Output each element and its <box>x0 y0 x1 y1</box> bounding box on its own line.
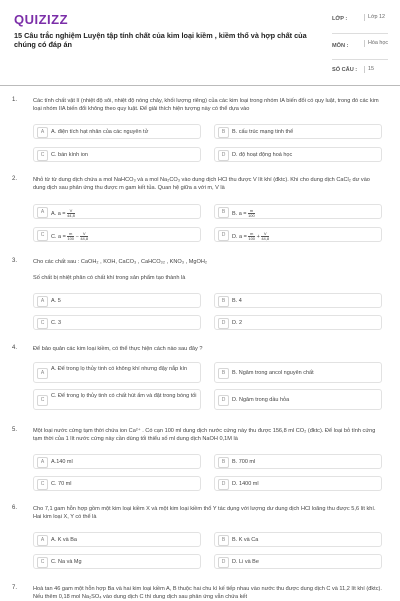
option-c[interactable] <box>33 227 201 242</box>
option-letter: C <box>37 395 48 406</box>
option-prefix: A. a = <box>51 210 68 217</box>
option-d[interactable] <box>214 554 382 569</box>
fraction <box>248 209 255 218</box>
subject-value: Hóa học <box>364 40 390 47</box>
option-text: C. 70 ml <box>51 481 72 487</box>
option-text: D. độ hoạt động hoá học <box>232 152 293 158</box>
question-text: Cho các chất sau : CaOH₂ , KOH, CaCO₃ , CaHCO₃₂ , KNO₃ , MgOH₂ <box>33 259 208 265</box>
count-label: SỐ CÂU : <box>332 67 358 73</box>
option-letter: A <box>37 535 48 546</box>
option-d[interactable] <box>214 227 382 242</box>
option-c[interactable] <box>33 315 201 330</box>
worksheet-title: 15 Câu trắc nghiệm Luyện tập tính chất của kim loại kiềm , kiềm thổ và hợp chất của chúng có đáp án <box>14 31 307 49</box>
fraction-numerator: m <box>69 231 73 236</box>
option-letter: A <box>37 127 48 138</box>
fraction <box>67 209 75 218</box>
question-text: Một loại nước cứng tạm thời chứa ion Ca²⁺ . Có cạn 100 ml dung dịch nước cứng này thu được 156,8 ml CO₂ (đktc). Để loại bỏ tính cứng tạm thời của 1 lít nước cứng này cần dùng tối thiểu số ml dung dịch NaOH 0,1M là <box>33 428 376 442</box>
fraction-denominator: 100 <box>67 236 75 241</box>
option-letter: C <box>37 150 48 161</box>
meta-divider <box>332 33 388 34</box>
question-text: Hoà tan 46 gam một hỗn hợp Ba và hai kim loại kiềm A, B thuộc hai chu kì kế tiếp nhau vào nước thu được dung dịch C và 11,2 lít khí (đktc). Nếu thêm 0,18 mol Na₂SO₄ vào dung dịch C thì dung dịch sau phản ứng vẫn chứa kết <box>33 586 382 600</box>
option-text: D. Li và Be <box>232 559 259 565</box>
option-c[interactable] <box>33 389 201 410</box>
option-text: A. K và Ba <box>51 537 77 543</box>
option-a[interactable] <box>33 204 201 219</box>
option-text: D. 1400 ml <box>232 481 259 487</box>
question-text: Cho 7,1 gam hỗn hợp gồm một kim loại kiềm X và một kim loại kiềm thổ Y tác dụng với lượng dư dung dịch HCl loãng thu được 5,6 lít khí. Hai kim loại X, Y có thể là <box>33 506 376 520</box>
option-letter: A <box>37 296 48 307</box>
count-value: 15 <box>364 66 390 73</box>
option-prefix: C. a = <box>51 233 68 240</box>
option-text: B. 700 ml <box>232 459 256 465</box>
fraction-denominator: 44,8 <box>261 236 270 241</box>
option-text <box>51 209 75 218</box>
option-text: C. 3 <box>51 320 62 326</box>
option-c[interactable] <box>33 147 201 162</box>
option-a[interactable] <box>33 362 201 383</box>
option-d[interactable] <box>214 147 382 162</box>
option-letter: A <box>37 368 48 379</box>
option-b[interactable] <box>214 204 382 219</box>
option-d[interactable] <box>214 476 382 491</box>
option-a[interactable] <box>33 454 201 469</box>
option-c[interactable] <box>33 554 201 569</box>
option-b[interactable] <box>214 532 382 547</box>
question-number: 5. <box>12 427 18 433</box>
class-value: Lớp 12 <box>364 14 390 21</box>
option-b[interactable] <box>214 124 382 139</box>
option-d[interactable] <box>214 389 382 410</box>
option-text: A. 5 <box>51 298 61 304</box>
question-text: Nhỏ từ từ dung dịch chứa a mol NaHCO₃ và a mol Na₂CO₃ vào dung dịch HCl thu được V lít khí (đktc). Khi cho dung dịch CaCl₂ dư vào dung dịch sau phản ứng thu được m gam kết tủa. Quan hệ giữa a với m, V là <box>33 177 370 191</box>
option-letter: A <box>37 457 48 468</box>
option-letter: D <box>218 318 229 329</box>
option-b[interactable] <box>214 454 382 469</box>
option-text: A. Để trong lọ thủy tinh có không khí nhưng đậy nắp kín <box>51 366 188 372</box>
operator: + <box>255 233 262 240</box>
option-prefix: B. a = <box>232 210 249 217</box>
fraction-numerator: V <box>261 232 269 237</box>
question-number: 6. <box>12 505 18 511</box>
fraction-numerator: m <box>249 208 254 213</box>
option-letter: D <box>218 395 229 406</box>
question-text: Để bảo quản các kim loại kiềm, có thể thực hiện cách nào sau đây ? <box>33 346 203 352</box>
option-text: B. Ngâm trong ancol nguyên chất <box>232 370 314 376</box>
worksheet-header <box>0 0 400 82</box>
option-d[interactable] <box>214 315 382 330</box>
fraction-denominator: 100 <box>248 236 256 241</box>
question-subtext: Số chất bị nhiệt phân có chất khí trong sản phẩm tạo thành là <box>33 275 186 281</box>
option-letter: D <box>218 230 229 241</box>
fraction-numerator: m <box>250 231 254 236</box>
question-number: 2. <box>12 176 18 182</box>
question-number: 1. <box>12 97 18 103</box>
option-a[interactable] <box>33 124 201 139</box>
option-letter: C <box>37 479 48 490</box>
option-text: A.140 ml <box>51 459 73 465</box>
option-letter: B <box>218 368 229 379</box>
option-letter: B <box>218 127 229 138</box>
fraction <box>80 232 88 241</box>
option-text: C. bán kính ion <box>51 152 88 158</box>
fraction-numerator: V <box>67 209 75 214</box>
question-number: 3. <box>12 258 18 264</box>
option-text: C. Để trong lọ thủy tinh có chất hút ẩm và đặt trong bóng tối <box>51 393 197 399</box>
option-letter: B <box>218 535 229 546</box>
fraction-denominator: 44,8 <box>80 236 89 241</box>
option-text: A. điện tích hạt nhân của các nguyên tử <box>51 129 149 135</box>
option-text: D. Ngâm trong dầu hỏa <box>232 397 290 403</box>
option-letter: B <box>218 207 229 218</box>
meta-divider <box>332 59 388 60</box>
option-letter: B <box>218 457 229 468</box>
option-b[interactable] <box>214 362 382 383</box>
option-a[interactable] <box>33 532 201 547</box>
option-text: B. K và Ca <box>232 537 259 543</box>
fraction-numerator: V <box>80 232 88 237</box>
option-letter: D <box>218 557 229 568</box>
option-b[interactable] <box>214 293 382 308</box>
question-number: 7. <box>12 585 18 591</box>
option-letter: D <box>218 150 229 161</box>
option-text: C. Na và Mg <box>51 559 82 565</box>
option-text <box>232 209 255 218</box>
option-letter: B <box>218 296 229 307</box>
question-number: 4. <box>12 345 18 351</box>
option-text <box>232 232 269 241</box>
option-a[interactable] <box>33 293 201 308</box>
fraction-denominator: 100 <box>248 213 255 218</box>
option-text: B. 4 <box>232 298 242 304</box>
fraction-denominator: 44,8 <box>67 213 75 218</box>
header-divider <box>0 85 400 86</box>
option-text: D. 2 <box>232 320 243 326</box>
option-text <box>51 232 88 241</box>
option-letter: D <box>218 479 229 490</box>
option-c[interactable] <box>33 476 201 491</box>
class-label: LỚP : <box>332 16 348 22</box>
option-letter: A <box>37 207 48 218</box>
quizizz-logo: QUIZIZZ <box>14 12 69 27</box>
option-letter: C <box>37 230 48 241</box>
fraction <box>261 232 269 241</box>
subject-label: MÔN : <box>332 43 349 49</box>
option-letter: C <box>37 318 48 329</box>
operator: − <box>74 233 81 240</box>
option-prefix: D. a = <box>232 233 249 240</box>
question-text: Các tính chất vật lí (nhiệt độ sôi, nhiệt độ nóng chảy, khối lượng riêng) của các kim loại trong nhóm IA biến đổi có quy luật, trong đó các kim loại nhóm IIA biến đổi không theo quy luật. Để giải thích hiện tượng này có thể dựa vào <box>33 98 379 112</box>
option-letter: C <box>37 557 48 568</box>
option-text: B. cấu trúc mạng tinh thể <box>232 129 294 135</box>
